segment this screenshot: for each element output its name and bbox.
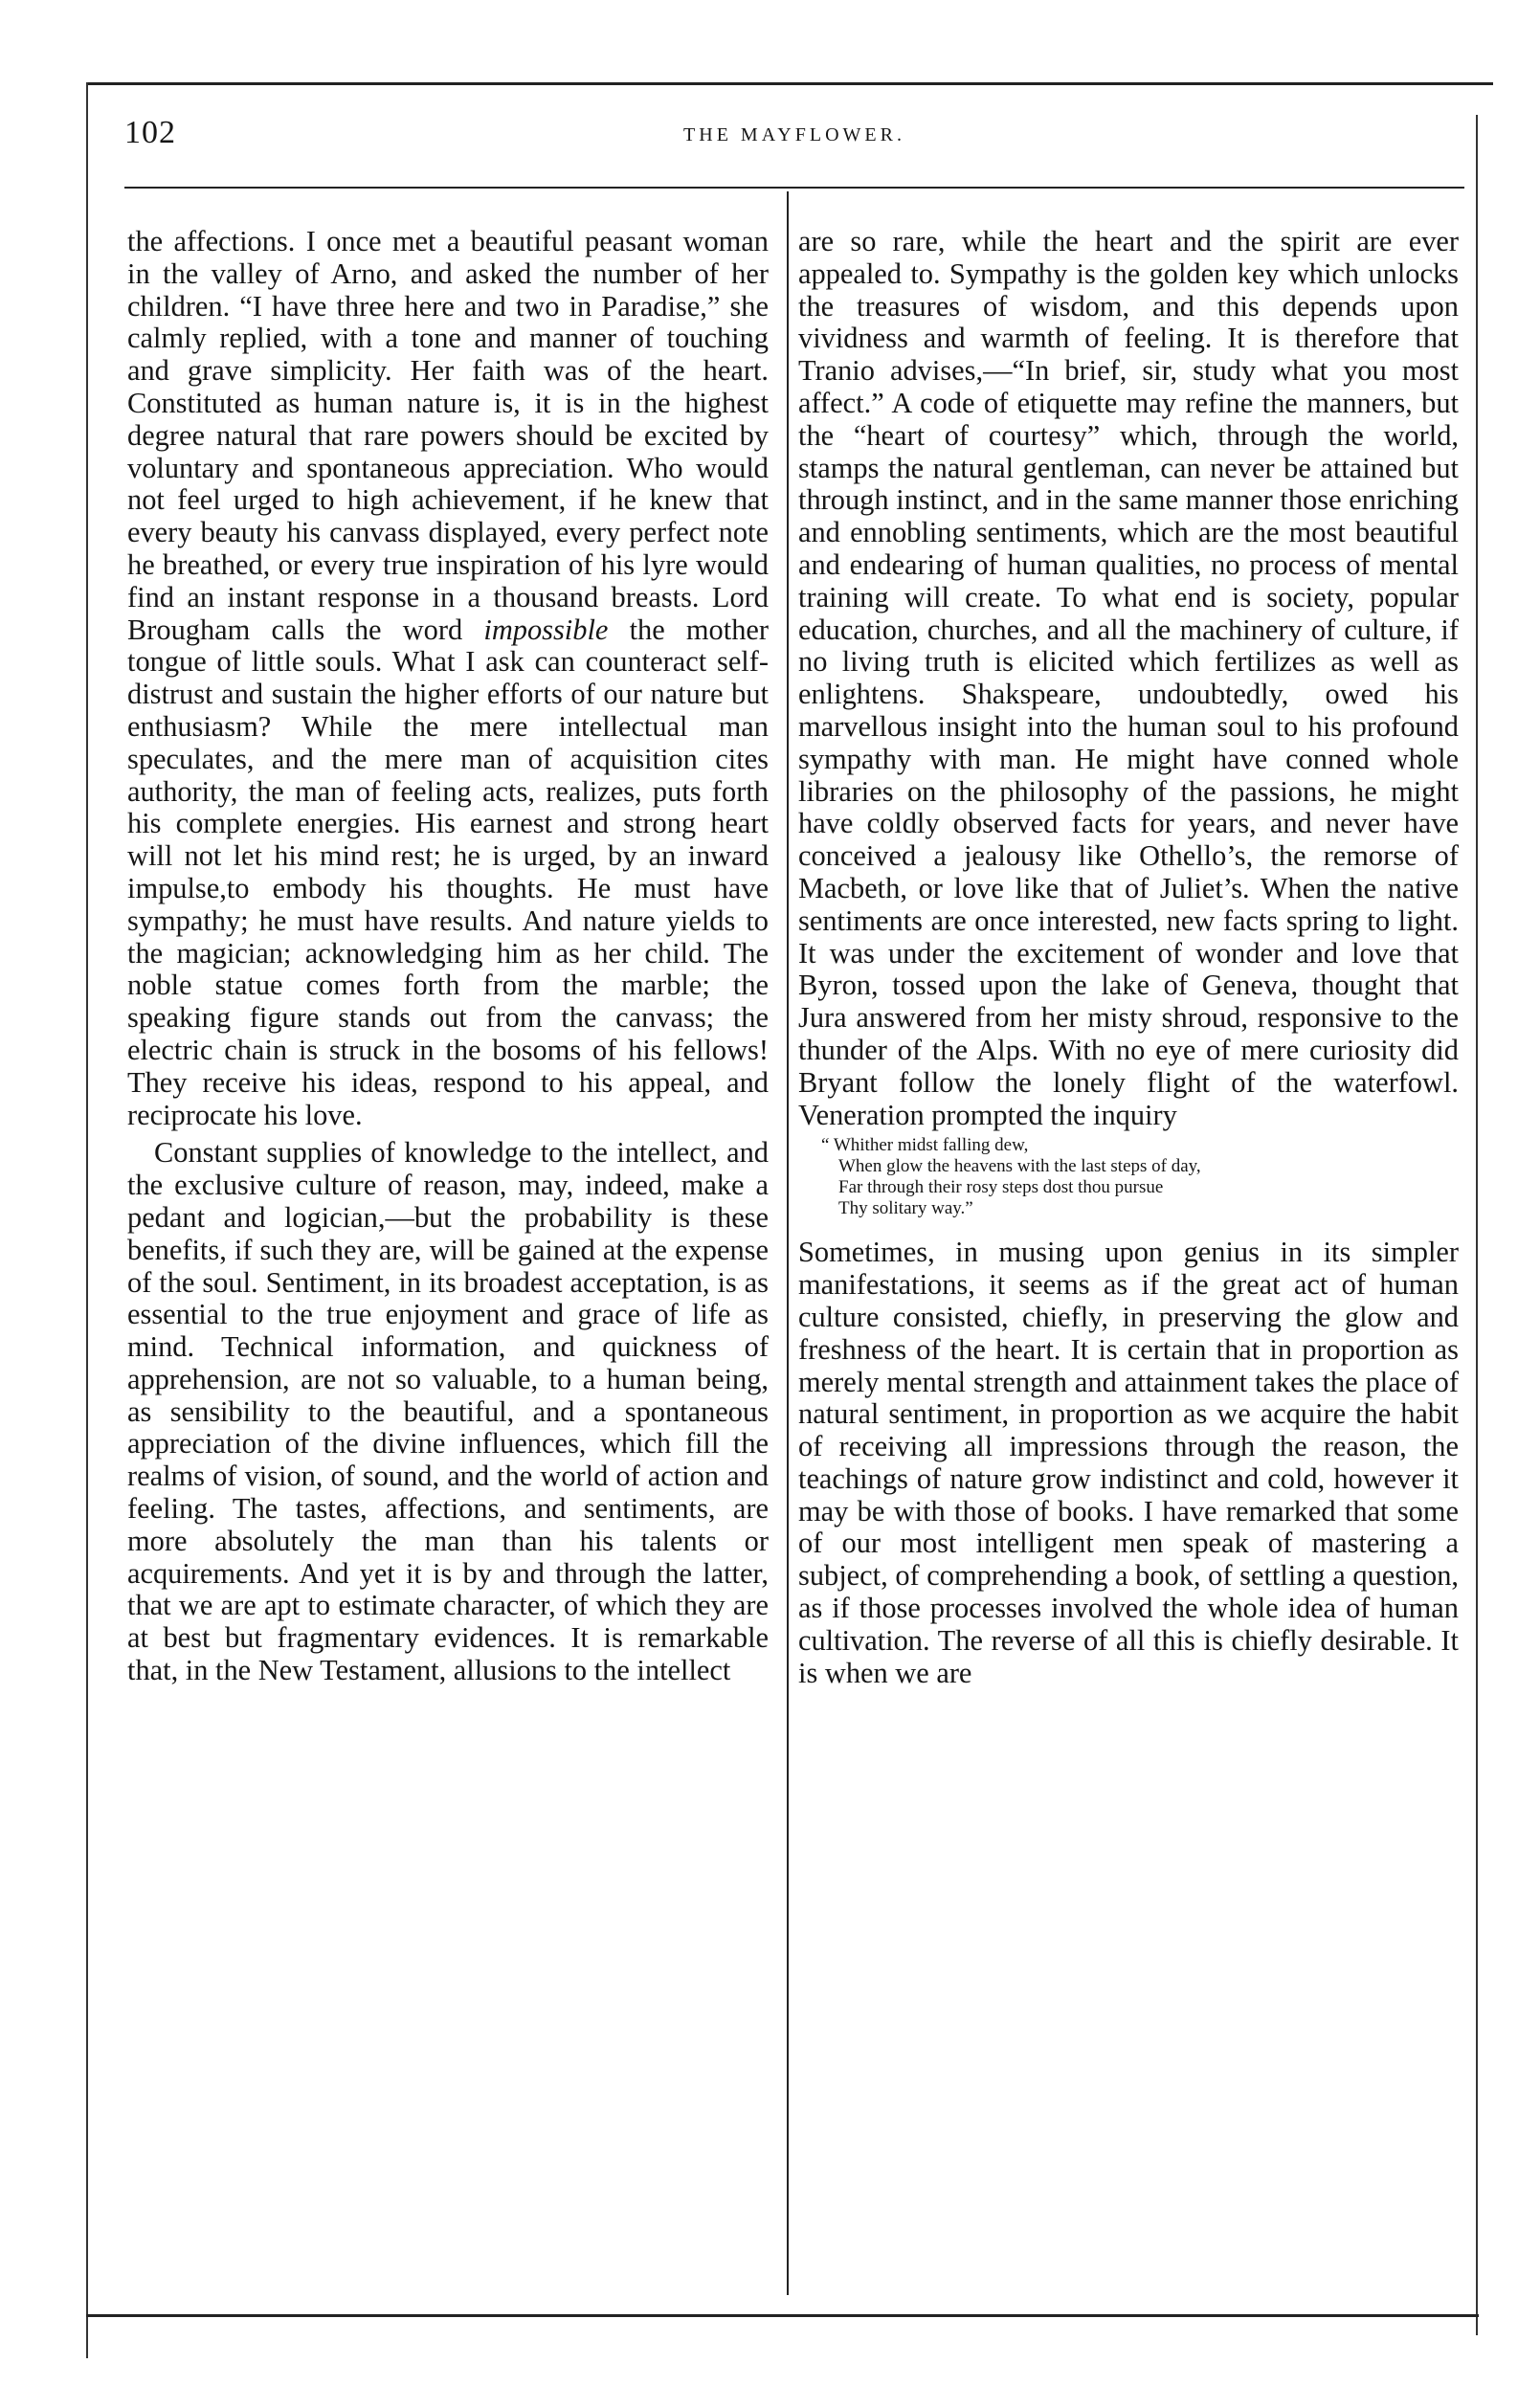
running-head: THE MAYFLOWER.: [683, 124, 905, 145]
verse-quotation: [821, 1135, 1459, 1219]
page-number: 102: [124, 115, 176, 150]
right-paragraph-2: Sometimes, in musing upon genius in its simpler manifestations, it seems as if the great act of human culture consisted, chiefly, in preserving the glow and freshness of the heart. It is certain that in proportion as merely mental strength and attainment takes the place of natural sentiment, in proportion as we acquire the habit of receiving all impressions through the reason, the teachings of nature grow indistinct and cold, however it may be with those of books. I have remarked that some of our most intelligent men speak of mastering a subject, of comprehending a book, of settling a question, as if those processes involved the whole idea of human cultivation. The reverse of all this is chiefly desirable. It is when we are: [798, 1236, 1459, 1689]
verse-line: Far through their rosy steps dost thou pursue: [838, 1177, 1164, 1198]
right-column: [798, 226, 1459, 1689]
verse-line: Thy solitary way.”: [838, 1198, 973, 1219]
left-paragraph-2: Constant supplies of knowledge to the intellect, and the exclusive culture of reason, may, indeed, make a pedant and logician,—but the probability is these benefits, if such they are, will be gained at the expense of the soul. Sentiment, in its broadest acceptation, is as essential to the true enjoyment and grace of life as mind. Technical information, and quickness of apprehension, are not so valuable, to a human being, as sensibility to the beautiful, and a spontaneous appreciation of the divine influences, which fill the realms of vision, of sound, and the world of action and feeling. The tastes, affections, and sentiments, are more absolutely the man than his talents or acquirements. And yet it is by and through the latter, that we are apt to estimate character, of which they are at best but fragmentary evidences. It is remarkable that, in the New Testament, allusions to the intellect: [127, 1136, 769, 1687]
verse-line: “ Whither midst falling dew,: [821, 1135, 1029, 1156]
verse-line: When glow the heavens with the last steps of day,: [838, 1156, 1201, 1177]
right-border-rule: [1476, 115, 1478, 2335]
right-paragraph-1: are so rare, while the heart and the spirit are ever appealed to. Sympathy is the golden key which unlocks the treasures of wisdom, and this depends upon vividness and warmth of feeling. It is therefore that Tranio advises,—“In brief, sir, study what you most affect.” A code of etiquette may refine the manners, but the “heart of courtesy” which, through the world, stamps the natural gentleman, can never be attained but through instinct, and in the same manner those enriching and ennobling sentiments, which are the most beautiful and endearing of human qualities, no process of mental training will create. To what end is society, popular education, churches, and all the machinery of culture, if no living truth is elicited which fertilizes as well as enlightens. Shakspeare, undoubtedly, owed his marvellous insight into the human soul to his profound sympathy with man. He might have conned whole libraries on the philosophy of the passions, he might have coldly observed facts for years, and never have conceived a jealousy like Othello’s, the remorse of Macbeth, or love like that of Juliet’s. When the native sentiments are once interested, new facts spring to light. It was under the excitement of wonder and love that Byron, tossed upon the lake of Geneva, thought that Jura answered from her misty shroud, responsive to the thunder of the Alps. With no eye of mere curiosity did Bryant follow the lonely flight of the waterfowl. Veneration prompted the inquiry: [798, 225, 1459, 1131]
left-paragraph-1-part-a: the affections. I once met a beautiful peasant woman in the valley of Arno, and asked the number of her children. “I have three here and two in Paradise,” she calmly replied, with a tone and manner of touching and grave simplicity. Her faith was of the heart. Constituted as human nature is, it is in the highest degree natural that rare powers should be excited by voluntary and spontaneous appreciation. Who would not feel urged to high achievement, if he knew that every beauty his canvass displayed, every perfect note he breathed, or every true inspiration of his lyre would find an instant response in a thousand breasts. Lord Brougham calls the word: [127, 225, 769, 646]
left-paragraph-1-part-b: the mother tongue of little souls. What I ask can counteract self-distrust and sustain the higher efforts of our nature but enthusiasm? While the mere intellectual man speculates, and the mere man of acquisition cites authority, the man of feeling acts, realizes, puts forth his complete energies. His earnest and strong heart will not let his mind rest; he is urged, by an inward impulse,to embody his thoughts. He must have sympathy; he must have results. And nature yields to the magician; acknowledging him as her child. The noble statue comes forth from the marble; the speaking figure stands out from the canvass; the electric chain is struck in the bosoms of his fellows! They receive his ideas, respond to his appeal, and reciprocate his love.: [127, 613, 769, 1131]
left-paragraph-1: [127, 226, 769, 1131]
emphasis-impossible: impossible: [483, 613, 609, 646]
left-column: [127, 226, 769, 1687]
bottom-border-rule: [86, 2314, 1479, 2317]
header-rule: [124, 187, 1464, 189]
column-divider: [787, 191, 789, 2295]
page-header: [124, 115, 1464, 163]
top-border-rule: [86, 82, 1493, 85]
left-border-rule: [86, 82, 88, 2358]
